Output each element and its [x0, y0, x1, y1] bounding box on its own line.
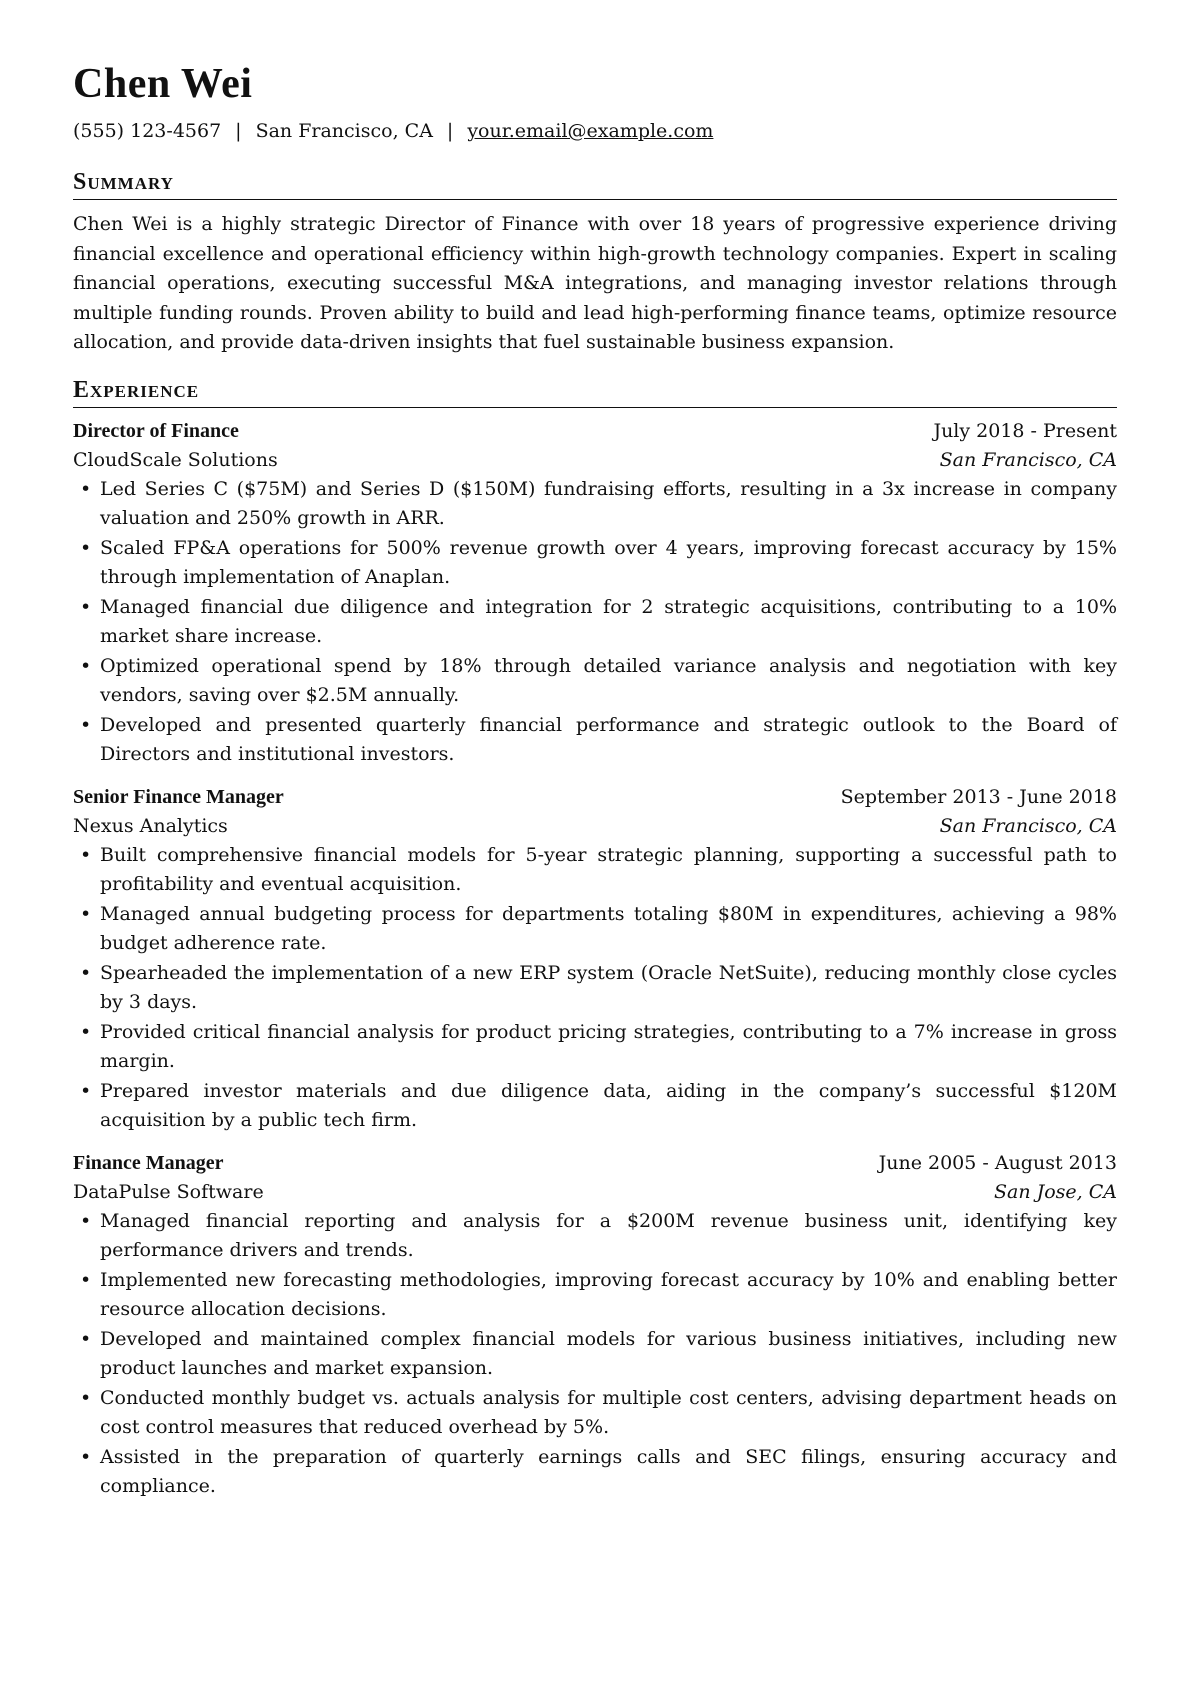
job-entry	[73, 783, 1117, 1136]
bullet-dot: •	[80, 595, 92, 618]
phone-number: (555) 123-4567	[73, 120, 222, 142]
bullet-dot: •	[80, 1209, 92, 1232]
company-name: Nexus Analytics	[73, 814, 228, 837]
job-entry	[73, 417, 1117, 770]
job-location: San Francisco, CA	[939, 448, 1117, 471]
bullet-item	[73, 1207, 1117, 1266]
bullet-dot: •	[80, 843, 92, 866]
bullet-text: Optimized operational spend by 18% through detailed variance analysis and negotiation with key vendors, saving over $2.5M annually.	[100, 654, 1117, 706]
job-entry	[73, 1149, 1117, 1502]
bullet-text: Scaled FP&A operations for 500% revenue growth over 4 years, improving forecast accuracy by 15% through implementation of Anaplan.	[100, 536, 1117, 588]
job-company-row	[73, 1178, 1117, 1207]
bullet-text: Provided critical financial analysis for product pricing strategies, contributing to a 7% increase in gross margin.	[100, 1020, 1117, 1072]
job-location: San Jose, CA	[993, 1180, 1117, 1203]
bullet-item	[73, 1443, 1117, 1502]
job-title: Senior Finance Manager	[73, 785, 284, 808]
bullet-text: Managed financial reporting and analysis for a $200M revenue business unit, identifying key performance drivers and trends.	[100, 1209, 1117, 1261]
job-bullets	[73, 475, 1117, 770]
bullet-dot: •	[80, 902, 92, 925]
bullet-dot: •	[80, 1386, 92, 1409]
bullet-item	[73, 900, 1117, 959]
bullet-dot: •	[80, 1020, 92, 1043]
bullet-dot: •	[80, 713, 92, 736]
job-header	[73, 1149, 1117, 1178]
summary-text: Chen Wei is a highly strategic Director of Finance with over 18 years of progressive experience driving financial excellence and operational efficiency within high-growth technology companies. Expert in scaling financial operations, executing successful M&A integrations, and managing investor relations through multiple funding rounds. Proven ability to build and lead high-performing finance teams, optimize resource allocation, and provide data-driven insights that fuel sustainable business expansion.	[73, 213, 1117, 353]
bullet-text: Spearheaded the implementation of a new ERP system (Oracle NetSuite), reducing monthly close cycles by 3 days.	[100, 961, 1117, 1013]
bullet-text: Built comprehensive financial models for 5-year strategic planning, supporting a successful path to profitability and eventual acquisition.	[100, 843, 1117, 895]
summary-heading: Summary	[73, 168, 1117, 200]
experience-heading: Experience	[73, 376, 1117, 408]
bullet-dot: •	[80, 961, 92, 984]
email-link[interactable]: your.email@example.com	[467, 120, 714, 142]
bullet-item	[73, 652, 1117, 711]
bullet-item	[73, 1266, 1117, 1325]
contact-separator: |	[446, 120, 454, 142]
company-name: CloudScale Solutions	[73, 448, 278, 471]
candidate-name: Chen Wei	[73, 61, 253, 107]
bullet-item	[73, 534, 1117, 593]
contact-line	[73, 118, 1117, 144]
location: San Francisco, CA	[255, 120, 433, 142]
experience-list	[73, 417, 1117, 1502]
job-header	[73, 417, 1117, 446]
job-bullets	[73, 841, 1117, 1136]
company-name: DataPulse Software	[73, 1180, 264, 1203]
job-location: San Francisco, CA	[939, 814, 1117, 837]
bullet-dot: •	[80, 1268, 92, 1291]
job-company-row	[73, 812, 1117, 841]
bullet-item	[73, 1018, 1117, 1077]
bullet-dot: •	[80, 1327, 92, 1350]
bullet-item	[73, 1384, 1117, 1443]
bullet-text: Prepared investor materials and due diligence data, aiding in the company’s successful $120M acquisition by a public tech firm.	[100, 1079, 1117, 1131]
bullet-item	[73, 593, 1117, 652]
bullet-item	[73, 841, 1117, 900]
job-title: Finance Manager	[73, 1151, 224, 1174]
bullet-item	[73, 1077, 1117, 1136]
bullet-text: Developed and maintained complex financial models for various business initiatives, including new product launches and market expansion.	[100, 1327, 1117, 1379]
bullet-text: Conducted monthly budget vs. actuals analysis for multiple cost centers, advising department heads on cost control measures that reduced overhead by 5%.	[100, 1386, 1117, 1438]
bullet-item	[73, 959, 1117, 1018]
bullet-dot: •	[80, 477, 92, 500]
job-title: Director of Finance	[73, 419, 239, 442]
job-bullets	[73, 1207, 1117, 1502]
job-dates: July 2018 - Present	[933, 419, 1117, 442]
bullet-text: Led Series C ($75M) and Series D ($150M) fundraising efforts, resulting in a 3x increase in company valuation and 250% growth in ARR.	[100, 477, 1117, 529]
bullet-dot: •	[80, 1079, 92, 1102]
job-company-row	[73, 446, 1117, 475]
contact-separator: |	[235, 120, 242, 142]
bullet-item	[73, 1325, 1117, 1384]
job-dates: September 2013 - June 2018	[840, 785, 1117, 808]
bullet-item	[73, 711, 1117, 770]
job-dates: June 2005 - August 2013	[878, 1151, 1117, 1174]
job-header	[73, 783, 1117, 812]
bullet-item	[73, 475, 1117, 534]
bullet-dot: •	[80, 654, 92, 677]
bullet-text: Implemented new forecasting methodologies, improving forecast accuracy by 10% and enabling better resource allocation decisions.	[100, 1268, 1117, 1320]
bullet-dot: •	[80, 536, 92, 559]
bullet-text: Managed annual budgeting process for departments totaling $80M in expenditures, achieving a 98% budget adherence rate.	[100, 902, 1117, 954]
bullet-dot: •	[80, 1445, 92, 1468]
bullet-text: Assisted in the preparation of quarterly earnings calls and SEC filings, ensuring accuracy and compliance.	[100, 1445, 1117, 1497]
bullet-text: Developed and presented quarterly financial performance and strategic outlook to the Board of Directors and institutional investors.	[100, 713, 1117, 765]
bullet-text: Managed financial due diligence and integration for 2 strategic acquisitions, contributing to a 10% market share increase.	[100, 595, 1117, 647]
